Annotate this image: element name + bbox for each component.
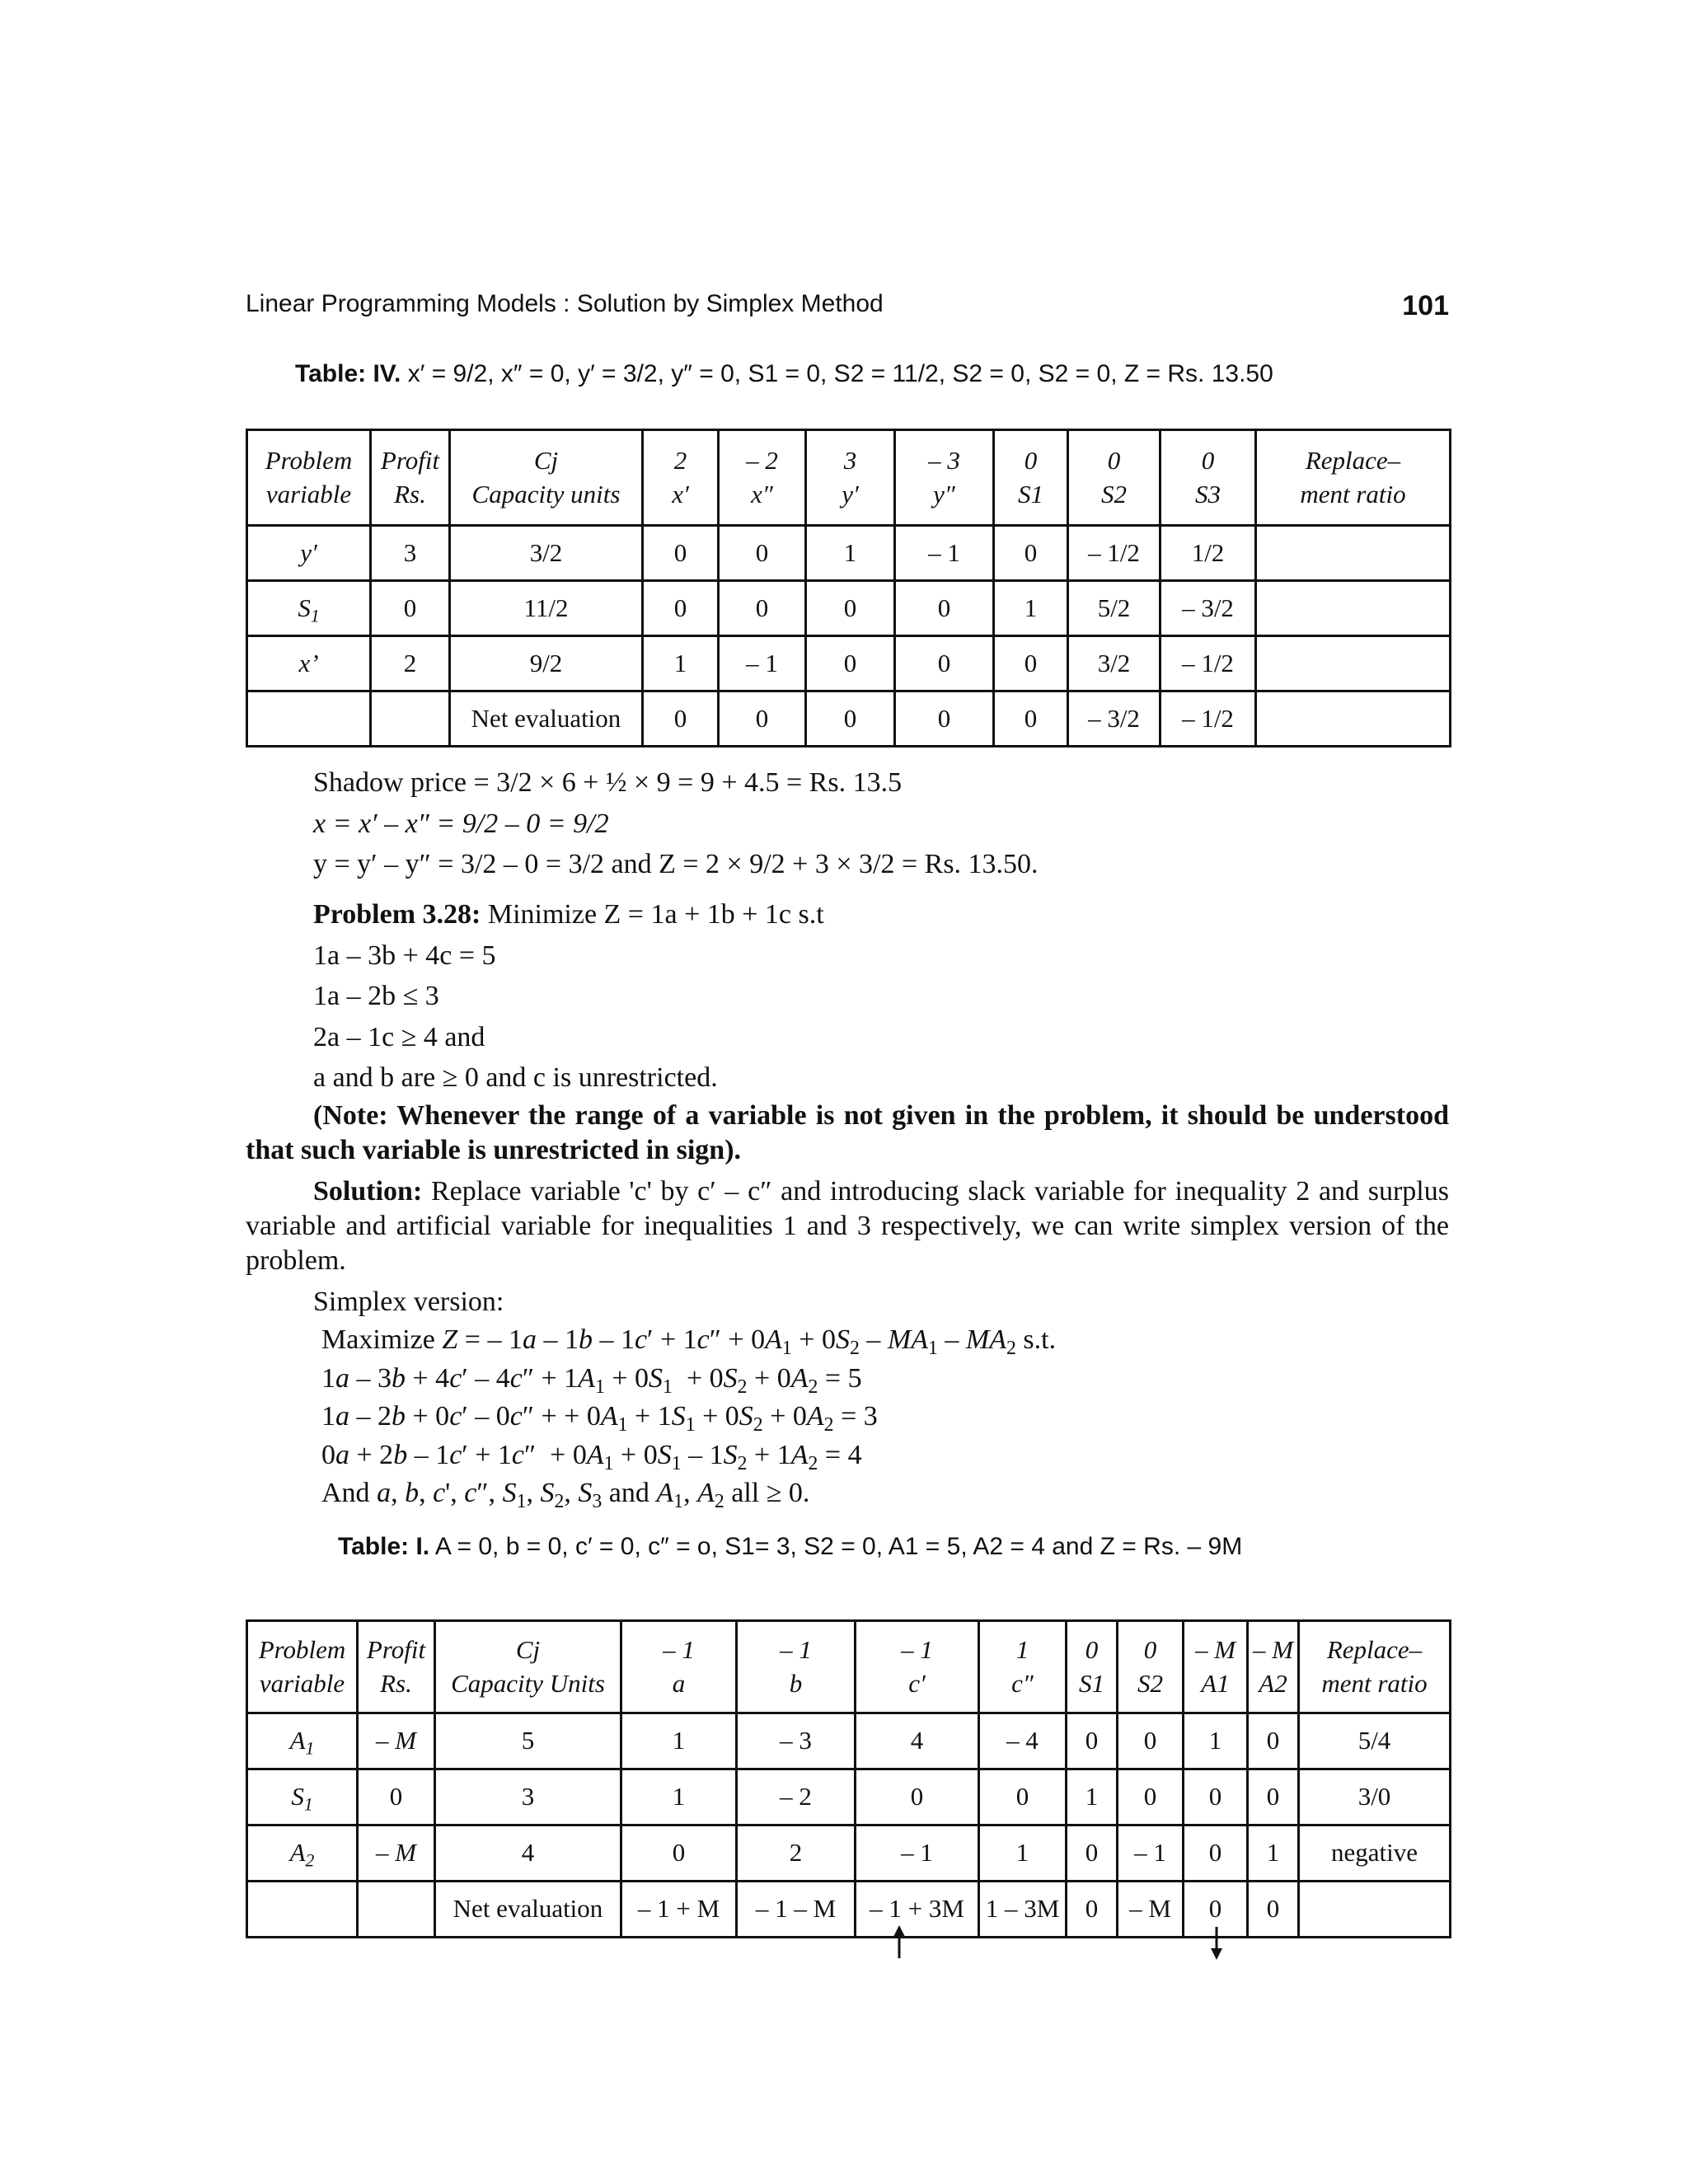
capacity-cell: 5	[435, 1713, 621, 1769]
table4-head-variable: Problem variable	[247, 430, 371, 526]
net-evaluation-row	[247, 1882, 1451, 1938]
constraint-line: a and b are ≥ 0 and c is unrestricted.	[313, 1062, 718, 1094]
coef-cell: – 1	[1118, 1825, 1184, 1882]
problem-block	[313, 894, 824, 1099]
equation-line: $0a + 2b - 1c' + 1c'' + 0A_1 + 0S_1 - 1S_2 + 1A_2 = 4$	[321, 1439, 862, 1474]
y-value-line: y = y′ – y″ = 3/2 – 0 = 3/2 and Z = 2 × 9/2 + 3 × 3/2 = Rs. 13.50.	[313, 849, 1039, 880]
entering-variable-up-arrow-icon	[891, 1925, 907, 1960]
table1-head-ratio: Replace– ment ratio	[1299, 1621, 1451, 1713]
table4-head-col: 0 S1	[994, 430, 1068, 526]
capacity-cell: 3	[435, 1769, 621, 1825]
coef-cell: 1	[621, 1769, 737, 1825]
coef-cell: 1	[994, 581, 1068, 636]
profit-cell: – M	[358, 1713, 435, 1769]
coef-cell: 0	[1118, 1713, 1184, 1769]
x-value-line: x = x′ – x″ = 9/2 – 0 = 9/2	[313, 808, 609, 839]
simplex-table-i	[246, 1619, 1451, 1938]
net-cell: 0	[994, 691, 1068, 747]
table4-caption-text: x′ = 9/2, x″ = 0, y′ = 3/2, y″ = 0, S1 = 0, S2 = 11/2, S2 = 0, S2 = 0, Z = Rs. 13.50	[407, 360, 1273, 387]
leaving-variable-down-arrow-icon	[1208, 1925, 1225, 1960]
coef-cell: – 1/2	[1160, 636, 1256, 691]
net-cell: 0	[1248, 1882, 1299, 1938]
coef-cell: 0	[643, 581, 719, 636]
coef-cell: – 1	[856, 1825, 979, 1882]
coef-cell: 1	[1067, 1769, 1118, 1825]
basic-variable: $A_1$	[247, 1713, 358, 1769]
net-cell: 0	[719, 691, 806, 747]
table4-head-col: – 2 x″	[719, 430, 806, 526]
running-title: Linear Programming Models : Solution by Simplex Method	[246, 290, 884, 317]
coef-cell: 4	[856, 1713, 979, 1769]
coef-cell: 0	[1248, 1713, 1299, 1769]
coef-cell: 0	[1118, 1769, 1184, 1825]
table1-head-profit: Profit Rs.	[358, 1621, 435, 1713]
coef-cell: 1	[621, 1713, 737, 1769]
ratio-cell	[1256, 581, 1451, 636]
table1-caption	[338, 1533, 1242, 1561]
objective-line: Maximize Z = – $1a - 1b - 1c' + 1c'' + 0A_1 + 0S_2 - MA_1 - MA_2$ s.t.	[321, 1324, 1057, 1360]
coef-cell: 0	[895, 636, 994, 691]
coef-cell: 1	[1184, 1713, 1248, 1769]
coef-cell: – 2	[737, 1769, 856, 1825]
coef-cell: 2	[737, 1825, 856, 1882]
page-number: 101	[1402, 290, 1449, 321]
coef-cell: 0	[856, 1769, 979, 1825]
basic-variable: y′	[247, 526, 371, 581]
net-cell: 0	[643, 691, 719, 747]
capacity-cell: 11/2	[450, 581, 643, 636]
net-cell: – 1 + M	[621, 1882, 737, 1938]
simplex-version-label: Simplex version:	[313, 1286, 504, 1317]
coef-cell: 0	[1184, 1769, 1248, 1825]
table4-head-capacity: Cj Capacity units	[450, 430, 643, 526]
coef-cell: – 1	[895, 526, 994, 581]
table1-caption-text: A = 0, b = 0, c′ = 0, c″ = o, S1= 3, S2 = 0, A1 = 5, A2 = 4 and Z = Rs. – 9M	[434, 1533, 1243, 1560]
table4-header-row	[247, 430, 1451, 526]
table1-header-row	[247, 1621, 1451, 1713]
table4-caption	[295, 360, 1273, 388]
solution-text: Replace variable 'c' by c′ – c″ and introducing slack variable for inequality 2 and surplus variable and artificial variable for inequalities 1 and 3 respectively, we can write simplex version of the problem.	[246, 1176, 1449, 1276]
table1-head-col: – M A2	[1248, 1621, 1299, 1713]
table4-head-profit: Profit Rs.	[371, 430, 450, 526]
table1-head-capacity: Cj Capacity Units	[435, 1621, 621, 1713]
coef-cell: 0	[806, 581, 895, 636]
net-cell: – 1 – M	[737, 1882, 856, 1938]
net-evaluation-label: Net evaluation	[435, 1882, 621, 1938]
coef-cell: 0	[895, 581, 994, 636]
constraint-line: 1a – 3b + 4c = 5	[313, 940, 496, 971]
table-row	[247, 1713, 1451, 1769]
table1-head-col: – 1 a	[621, 1621, 737, 1713]
net-cell: – 1 + 3M	[856, 1882, 979, 1938]
table1-head-col: 1 c″	[979, 1621, 1067, 1713]
table1-head-variable: Problem variable	[247, 1621, 358, 1713]
note-paragraph: (Note: Whenever the range of a variable is not given in the problem, it should be understood that such variable is unrestricted in sign).	[246, 1100, 1449, 1165]
net-cell: 0	[1184, 1882, 1248, 1938]
coef-cell: 0	[643, 526, 719, 581]
basic-variable: $S_1$	[247, 581, 371, 636]
coef-cell: 0	[1067, 1825, 1118, 1882]
problem-heading	[313, 894, 824, 935]
coef-cell: 0	[994, 636, 1068, 691]
ratio-cell: 5/4	[1299, 1713, 1451, 1769]
coef-cell: 1/2	[1160, 526, 1256, 581]
net-evaluation-label: Net evaluation	[450, 691, 643, 747]
profit-cell: 0	[371, 581, 450, 636]
coef-cell: 1	[1248, 1825, 1299, 1882]
coef-cell: 3/2	[1068, 636, 1160, 691]
table-row	[247, 636, 1451, 691]
coef-cell: 0	[806, 636, 895, 691]
table4-head-col: 0 S3	[1160, 430, 1256, 526]
constraint-line: 1a – 2b ≤ 3	[313, 981, 439, 1012]
solution-paragraph	[246, 1174, 1449, 1278]
coef-cell: 0	[1248, 1769, 1299, 1825]
capacity-cell: 3/2	[450, 526, 643, 581]
basic-variable: $A_2$	[247, 1825, 358, 1882]
shadow-price-line: Shadow price = 3/2 × 6 + ½ × 9 = 9 + 4.5 = Rs. 13.5	[313, 767, 903, 798]
basic-variable: x’	[247, 636, 371, 691]
ratio-cell: 3/0	[1299, 1769, 1451, 1825]
net-cell: – M	[1118, 1882, 1184, 1938]
coef-cell: 0	[979, 1769, 1067, 1825]
table1-head-col: 0 S2	[1118, 1621, 1184, 1713]
problem-statement: Minimize Z = 1a + 1b + 1c s.t	[487, 899, 824, 930]
ratio-cell	[1256, 526, 1451, 581]
coef-cell: 0	[719, 526, 806, 581]
solution-label: Solution:	[313, 1176, 423, 1207]
profit-cell: 2	[371, 636, 450, 691]
coef-cell: 1	[806, 526, 895, 581]
constraint-line: 2a – 1c ≥ 4 and	[313, 1021, 485, 1052]
table4-head-col: 2 x′	[643, 430, 719, 526]
profit-cell: 0	[358, 1769, 435, 1825]
profit-cell: 3	[371, 526, 450, 581]
table4-head-ratio: Replace– ment ratio	[1256, 430, 1451, 526]
problem-title: Problem 3.28:	[313, 899, 481, 930]
table1-head-col: – M A1	[1184, 1621, 1248, 1713]
net-cell: 0	[806, 691, 895, 747]
shadow-price-block	[313, 762, 1039, 885]
table4-head-col: 3 y′	[806, 430, 895, 526]
net-evaluation-row	[247, 691, 1451, 747]
equation-line: 1a – 2b + 0c′ – 0c″ + + $0A_1 + 1S_1 + 0S_2 + 0A_2 = 3$	[321, 1401, 878, 1436]
running-header	[246, 290, 1449, 321]
coef-cell: 0	[719, 581, 806, 636]
net-cell: 1 – 3M	[979, 1882, 1067, 1938]
capacity-cell: 4	[435, 1825, 621, 1882]
net-cell: – 1/2	[1160, 691, 1256, 747]
table1-head-col: – 1 c′	[856, 1621, 979, 1713]
coef-cell: – 3	[737, 1713, 856, 1769]
coef-cell: 0	[994, 526, 1068, 581]
ratio-cell: negative	[1299, 1825, 1451, 1882]
capacity-cell: 9/2	[450, 636, 643, 691]
nonnegativity-line: And a, b, c', c″, $S_1$, $S_2$, $S_3$ and $A_1$, $A_2$ all ≥ 0.	[321, 1478, 810, 1513]
net-cell: – 3/2	[1068, 691, 1160, 747]
table-row	[247, 1825, 1451, 1882]
coef-cell: – 3/2	[1160, 581, 1256, 636]
coef-cell: 1	[979, 1825, 1067, 1882]
coef-cell: – 4	[979, 1713, 1067, 1769]
coef-cell: 0	[621, 1825, 737, 1882]
simplex-table-iv	[246, 429, 1451, 748]
table4-head-col: 0 S2	[1068, 430, 1160, 526]
profit-cell: – M	[358, 1825, 435, 1882]
ratio-cell	[1256, 636, 1451, 691]
equation-line: $1a - 3b + 4c' - 4c'' + 1A_1 + 0S_1 + 0S_2 + 0A_2 = 5$	[321, 1362, 862, 1398]
table4-caption-label: Table: IV.	[295, 360, 401, 387]
table1-caption-label: Table: I.	[338, 1533, 430, 1560]
coef-cell: 0	[1067, 1713, 1118, 1769]
coef-cell: 5/2	[1068, 581, 1160, 636]
basic-variable: $S_1$	[247, 1769, 358, 1825]
table1-head-col: 0 S1	[1067, 1621, 1118, 1713]
table4-head-col: – 3 y″	[895, 430, 994, 526]
net-cell: 0	[895, 691, 994, 747]
coef-cell: – 1	[719, 636, 806, 691]
table-row	[247, 1769, 1451, 1825]
coef-cell: – 1/2	[1068, 526, 1160, 581]
coef-cell: 1	[643, 636, 719, 691]
table-row	[247, 526, 1451, 581]
coef-cell: 0	[1184, 1825, 1248, 1882]
table-row	[247, 581, 1451, 636]
simplex-version-block	[321, 1321, 1056, 1513]
net-cell: 0	[1067, 1882, 1118, 1938]
table1-head-col: – 1 b	[737, 1621, 856, 1713]
